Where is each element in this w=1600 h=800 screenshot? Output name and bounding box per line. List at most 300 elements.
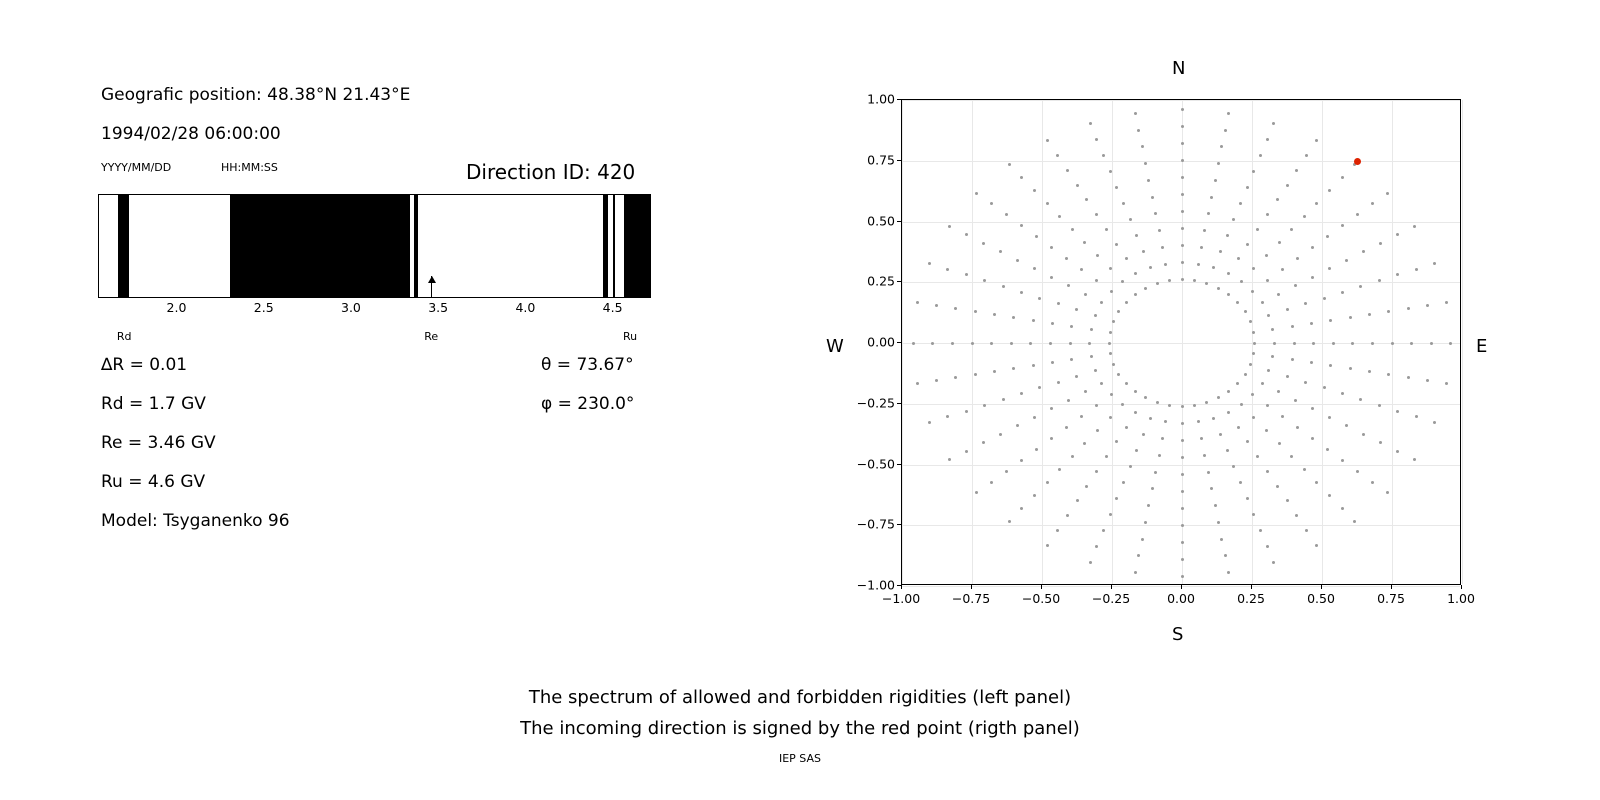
direction-point — [1129, 218, 1132, 221]
x-axis-tick-mark — [1391, 585, 1392, 589]
direction-point — [1115, 440, 1118, 443]
direction-point — [1276, 485, 1279, 488]
direction-point — [1219, 250, 1222, 253]
direction-point — [1273, 342, 1276, 345]
direction-point — [1046, 481, 1049, 484]
direction-point — [1161, 246, 1164, 249]
direction-point — [1278, 442, 1281, 445]
axis-tick-label: 2.0 — [166, 300, 187, 315]
figure-caption — [0, 682, 1600, 744]
direction-point — [1088, 342, 1091, 345]
param-model: Model: Tsyganenko 96 — [101, 511, 290, 531]
direction-point — [1008, 163, 1011, 166]
direction-point — [982, 441, 985, 444]
direction-point — [1329, 319, 1332, 322]
direction-point — [1246, 186, 1249, 189]
direction-point — [965, 450, 968, 453]
direction-point — [1328, 416, 1331, 419]
direction-point — [1379, 441, 1382, 444]
gridline-vertical — [1322, 100, 1323, 584]
direction-point — [1391, 342, 1394, 345]
caption-line-2: The incoming direction is signed by the red point (rigth panel) — [520, 718, 1080, 739]
direction-point — [1345, 259, 1348, 262]
direction-point — [1067, 399, 1070, 402]
direction-point — [1323, 297, 1326, 300]
direction-point — [1147, 504, 1150, 507]
direction-point — [1349, 316, 1352, 319]
direction-point — [1083, 241, 1086, 244]
direction-point — [1212, 417, 1215, 420]
y-axis-tick-label: −0.25 — [856, 395, 895, 411]
direction-point — [1181, 125, 1184, 128]
direction-point — [1035, 235, 1038, 238]
direction-point — [1371, 202, 1374, 205]
direction-point — [1156, 401, 1159, 404]
y-axis-tick-mark — [897, 524, 901, 525]
direction-point — [954, 307, 957, 310]
direction-point — [1058, 468, 1061, 471]
x-axis-tick-label: 0.50 — [1307, 591, 1335, 606]
direction-point — [1224, 554, 1227, 557]
direction-point — [1115, 186, 1118, 189]
spectrum-bar — [98, 194, 651, 298]
direction-point — [1181, 456, 1184, 459]
x-axis-tick-mark — [971, 585, 972, 589]
polar-scatter-plot — [901, 99, 1461, 585]
param-phi: φ = 230.0° — [541, 394, 635, 414]
direction-point — [1005, 470, 1008, 473]
direction-point — [1286, 499, 1289, 502]
direction-point — [1415, 415, 1418, 418]
direction-point — [1020, 392, 1023, 395]
direction-point — [1071, 455, 1074, 458]
direction-point — [1071, 228, 1074, 231]
direction-point — [1069, 342, 1072, 345]
y-axis-tick-mark — [897, 585, 901, 586]
param-theta: θ = 73.67° — [541, 355, 634, 375]
direction-point — [1341, 224, 1344, 227]
direction-point — [1016, 424, 1019, 427]
direction-point — [1272, 561, 1275, 564]
direction-point — [1396, 233, 1399, 236]
gridline-horizontal — [902, 465, 1460, 466]
direction-point — [1293, 342, 1296, 345]
direction-point — [975, 192, 978, 195]
direction-point — [1112, 320, 1115, 323]
direction-point — [1311, 276, 1314, 279]
direction-point — [1265, 429, 1268, 432]
direction-point — [1261, 301, 1264, 304]
direction-point — [1226, 234, 1229, 237]
direction-point — [1386, 192, 1389, 195]
direction-point — [1084, 293, 1087, 296]
direction-point — [1251, 393, 1254, 396]
direction-point — [1227, 411, 1230, 414]
direction-point — [1200, 246, 1203, 249]
direction-point — [948, 225, 951, 228]
direction-point — [1281, 268, 1284, 271]
direction-point — [1277, 293, 1280, 296]
direction-point — [1323, 386, 1326, 389]
direction-point — [1102, 529, 1105, 532]
x-axis-tick-mark — [1251, 585, 1252, 589]
direction-point — [1181, 439, 1184, 442]
caption-line-1: The spectrum of allowed and forbidden rigidities (left panel) — [528, 687, 1072, 708]
direction-point — [1109, 513, 1112, 516]
direction-point — [1085, 485, 1088, 488]
direction-point — [916, 301, 919, 304]
direction-point — [1056, 154, 1059, 157]
gridline-vertical — [902, 100, 903, 584]
direction-point — [1396, 410, 1399, 413]
direction-point — [1046, 139, 1049, 142]
direction-point — [1033, 494, 1036, 497]
x-axis-tick-label: 0.25 — [1237, 591, 1265, 606]
direction-point — [1076, 184, 1079, 187]
direction-point — [1012, 367, 1015, 370]
direction-point — [1371, 342, 1374, 345]
direction-point — [1181, 227, 1184, 230]
gridline-vertical — [1462, 100, 1463, 584]
direction-point — [1341, 507, 1344, 510]
direction-point — [1110, 393, 1113, 396]
direction-point — [1310, 322, 1313, 325]
direction-point — [1050, 276, 1053, 279]
direction-point — [1413, 458, 1416, 461]
direction-point — [1109, 170, 1112, 173]
direction-point — [1356, 213, 1359, 216]
direction-point — [1239, 481, 1242, 484]
direction-point — [1267, 369, 1270, 372]
direction-point — [931, 342, 934, 345]
direction-point — [1080, 415, 1083, 418]
direction-point — [1362, 433, 1365, 436]
y-axis-tick-label: 0.25 — [867, 273, 895, 289]
direction-point — [1351, 342, 1354, 345]
direction-point — [1315, 202, 1318, 205]
direction-point — [1295, 169, 1298, 172]
direction-point — [1109, 267, 1112, 270]
direction-point — [1115, 497, 1118, 500]
direction-point — [1100, 382, 1103, 385]
direction-point — [1050, 246, 1053, 249]
direction-point — [1353, 520, 1356, 523]
axis-tick-label: 4.5 — [602, 300, 623, 315]
direction-point — [1181, 176, 1184, 179]
direction-point — [1305, 529, 1308, 532]
x-axis-tick-mark — [1461, 585, 1462, 589]
direction-point — [1197, 263, 1200, 266]
direction-point — [1272, 122, 1275, 125]
direction-point — [1236, 382, 1239, 385]
direction-point — [1144, 396, 1147, 399]
y-axis-tick-mark — [897, 99, 901, 100]
direction-point — [1214, 504, 1217, 507]
direction-point — [1050, 407, 1053, 410]
direction-point — [1151, 196, 1154, 199]
direction-point — [1217, 521, 1220, 524]
direction-point — [1286, 375, 1289, 378]
direction-point — [1005, 213, 1008, 216]
axis-tick-label: 2.5 — [253, 300, 274, 315]
param-delta-r: ∆R = 0.01 — [101, 355, 188, 375]
direction-point — [1094, 314, 1097, 317]
direction-point — [1135, 234, 1138, 237]
gridline-horizontal — [902, 282, 1460, 283]
direction-point — [1430, 342, 1433, 345]
direction-point — [1220, 538, 1223, 541]
rigidity-marker-rd — [124, 276, 125, 298]
direction-point — [1407, 376, 1410, 379]
direction-point — [1089, 122, 1092, 125]
direction-point — [1378, 279, 1381, 282]
direction-point — [1266, 545, 1269, 548]
direction-point — [1181, 541, 1184, 544]
direction-point — [1164, 263, 1167, 266]
direction-point — [1125, 382, 1128, 385]
direction-point — [1266, 213, 1269, 216]
direction-point — [1240, 403, 1243, 406]
direction-point — [1181, 261, 1184, 264]
direction-point — [1147, 179, 1150, 182]
compass-north-label: N — [1172, 58, 1186, 79]
direction-point — [1094, 369, 1097, 372]
direction-point — [1035, 448, 1038, 451]
direction-point — [1089, 561, 1092, 564]
direction-point — [1141, 538, 1144, 541]
direction-point — [1315, 481, 1318, 484]
direction-point — [990, 481, 993, 484]
y-axis-tick-mark — [897, 403, 901, 404]
direction-point — [1326, 448, 1329, 451]
direction-point — [1075, 375, 1078, 378]
direction-point — [1193, 404, 1196, 407]
direction-point — [1303, 468, 1306, 471]
direction-point — [1210, 196, 1213, 199]
direction-point — [1267, 314, 1270, 317]
direction-point — [965, 233, 968, 236]
direction-point — [1219, 433, 1222, 436]
direction-point — [1237, 426, 1240, 429]
direction-point — [1105, 455, 1108, 458]
direction-point — [1256, 228, 1259, 231]
spectrum-axis — [98, 298, 651, 348]
direction-point — [1252, 267, 1255, 270]
direction-point — [1246, 497, 1249, 500]
direction-point — [1303, 215, 1306, 218]
forbidden-band — [603, 195, 608, 297]
direction-point — [1224, 129, 1227, 132]
direction-point — [1012, 316, 1015, 319]
direction-point — [1359, 398, 1362, 401]
direction-point — [1033, 267, 1036, 270]
direction-point — [1328, 494, 1331, 497]
direction-point — [1084, 390, 1087, 393]
y-axis-tick-mark — [897, 342, 901, 343]
direction-point — [1341, 459, 1344, 462]
direction-point — [1144, 287, 1147, 290]
direction-point — [1181, 278, 1184, 281]
direction-point — [1266, 404, 1269, 407]
direction-point — [1413, 225, 1416, 228]
direction-point — [1226, 449, 1229, 452]
direction-point — [1433, 262, 1436, 265]
gridline-horizontal — [902, 222, 1460, 223]
direction-point — [1065, 257, 1068, 260]
direction-point — [1227, 272, 1230, 275]
direction-point — [974, 310, 977, 313]
direction-point — [1311, 437, 1314, 440]
direction-point — [1020, 507, 1023, 510]
y-axis-tick-mark — [897, 464, 901, 465]
y-axis-tick-mark — [897, 221, 901, 222]
direction-point — [1095, 138, 1098, 141]
direction-point — [928, 421, 931, 424]
direction-point — [1277, 390, 1280, 393]
x-axis-tick-label: 0.75 — [1377, 591, 1405, 606]
direction-point — [1058, 215, 1061, 218]
direction-point — [1144, 162, 1147, 165]
direction-point — [1181, 524, 1184, 527]
direction-point — [1304, 302, 1307, 305]
axis-tick-label: 4.0 — [515, 300, 536, 315]
axis-tick-label: 3.5 — [428, 300, 449, 315]
direction-point — [999, 250, 1002, 253]
direction-point — [1066, 169, 1069, 172]
direction-point — [1295, 514, 1298, 517]
incoming-direction-panel — [800, 0, 1600, 660]
direction-point — [1341, 176, 1344, 179]
direction-point — [1227, 390, 1230, 393]
direction-point — [1246, 243, 1249, 246]
direction-point — [1244, 310, 1247, 313]
direction-point — [1252, 416, 1255, 419]
x-axis-tick-mark — [1181, 585, 1182, 589]
direction-point — [1168, 404, 1171, 407]
direction-point — [1095, 404, 1098, 407]
direction-point — [1181, 193, 1184, 196]
direction-point — [1315, 544, 1318, 547]
direction-point — [1286, 184, 1289, 187]
direction-point — [1359, 285, 1362, 288]
direction-point — [1315, 139, 1318, 142]
direction-point — [1311, 246, 1314, 249]
axis-tick-label: 3.0 — [340, 300, 361, 315]
direction-point — [1290, 455, 1293, 458]
direction-point — [1032, 364, 1035, 367]
param-ru: Ru = 4.6 GV — [101, 472, 206, 492]
x-axis-tick-label: −0.25 — [1091, 591, 1131, 606]
direction-point — [1158, 454, 1161, 457]
direction-point — [1095, 213, 1098, 216]
direction-point — [1057, 381, 1060, 384]
direction-point — [974, 373, 977, 376]
direction-point — [1080, 268, 1083, 271]
direction-point — [975, 491, 978, 494]
gridline-vertical — [1112, 100, 1113, 584]
direction-point — [1149, 266, 1152, 269]
direction-point — [1137, 129, 1140, 132]
direction-point — [1020, 176, 1023, 179]
direction-point — [1332, 342, 1335, 345]
direction-point — [1379, 242, 1382, 245]
direction-point — [1249, 320, 1252, 323]
direction-point — [1236, 301, 1239, 304]
direction-point — [1181, 108, 1184, 111]
direction-point — [999, 433, 1002, 436]
compass-south-label: S — [1172, 624, 1184, 645]
geographic-position-label: Geografic position: 48.38°N 21.43°E — [101, 85, 411, 105]
direction-point — [1266, 138, 1269, 141]
direction-point — [1181, 575, 1184, 578]
direction-point — [1426, 379, 1429, 382]
direction-point — [1271, 355, 1274, 358]
direction-point — [946, 415, 949, 418]
direction-point — [1387, 310, 1390, 313]
y-axis-tick-label: 1.00 — [867, 91, 895, 107]
direction-point — [1137, 554, 1140, 557]
y-axis-tick-label: 0.75 — [867, 152, 895, 168]
gridline-vertical — [1182, 100, 1183, 584]
direction-point — [1108, 342, 1111, 345]
direction-point — [1294, 399, 1297, 402]
direction-point — [1158, 229, 1161, 232]
direction-point — [1281, 415, 1284, 418]
direction-point — [1386, 491, 1389, 494]
direction-point — [1246, 440, 1249, 443]
direction-point — [1029, 342, 1032, 345]
direction-point — [1033, 416, 1036, 419]
direction-point — [1296, 257, 1299, 260]
direction-point — [1181, 142, 1184, 145]
x-axis-tick-label: −0.75 — [951, 591, 991, 606]
direction-point — [1181, 405, 1184, 408]
direction-point — [1349, 367, 1352, 370]
direction-point — [1134, 293, 1137, 296]
direction-point — [1070, 325, 1073, 328]
direction-point — [1149, 417, 1152, 420]
direction-point — [1305, 154, 1308, 157]
direction-point — [1070, 358, 1073, 361]
x-axis-tick-mark — [1041, 585, 1042, 589]
direction-point — [1117, 310, 1120, 313]
direction-point — [1020, 224, 1023, 227]
direction-point — [1110, 290, 1113, 293]
direction-point — [1156, 282, 1159, 285]
direction-point — [1129, 465, 1132, 468]
direction-point — [1056, 529, 1059, 532]
direction-point — [1181, 490, 1184, 493]
direction-point — [1102, 154, 1105, 157]
direction-point — [1112, 363, 1115, 366]
direction-point — [993, 370, 996, 373]
x-axis-tick-label: −1.00 — [881, 591, 921, 606]
direction-point — [1057, 302, 1060, 305]
direction-point — [1311, 407, 1314, 410]
direction-point — [1141, 145, 1144, 148]
direction-point — [1341, 291, 1344, 294]
direction-point — [1378, 404, 1381, 407]
direction-point — [1256, 455, 1259, 458]
direction-point — [1296, 426, 1299, 429]
direction-point — [1239, 202, 1242, 205]
direction-point — [1154, 471, 1157, 474]
forbidden-band — [230, 195, 411, 297]
direction-point — [1227, 293, 1230, 296]
direction-point — [912, 342, 915, 345]
direction-point — [1154, 212, 1157, 215]
y-axis-tick-label: −1.00 — [856, 577, 895, 593]
